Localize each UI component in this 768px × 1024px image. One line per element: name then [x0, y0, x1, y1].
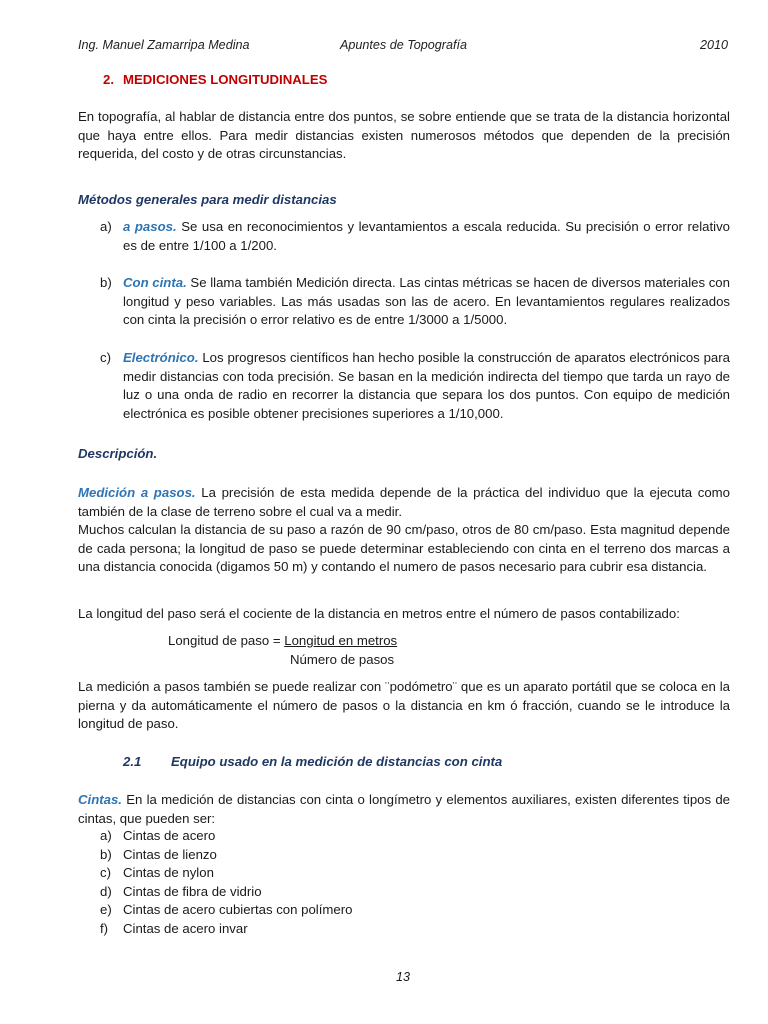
description-paragraph-1: Medición a pasos. La precisión de esta medida depende de la práctica del individuo que la ejecuta como también de la clase de terreno sobre el cual va a medir. [78, 485, 730, 519]
subsection-title: Equipo usado en la medición de distancias con cinta [171, 754, 503, 769]
description-term: Medición a pasos. [78, 485, 196, 500]
list-label: b) [100, 275, 112, 290]
tapes-paragraph: Cintas. En la medición de distancias con cinta o longímetro y elementos auxiliares, existen diferentes tipos de cintas, que pueden ser: [78, 792, 730, 826]
page-number: 13 [396, 970, 411, 984]
method-text: Se usa en reconocimientos y levantamientos a escala reducida. Su precisión o error relativo es de entre 1/100 a 1/200. [123, 219, 730, 253]
description-paragraph-2: Muchos calculan la distancia de su paso a razón de 90 cm/paso, otros de 80 cm/paso. Esta magnitud depende de cada persona; la longitud de paso se puede determinar estableciendo con cinta en el terreno dos marcas a una distancia conocida (digamos 50 m) y contando el numero de pasos necesario para cubrir esa distancia. [78, 522, 730, 575]
formula [168, 632, 397, 651]
method-term: a pasos. [123, 219, 177, 234]
formula-denominator: Número de pasos [290, 652, 395, 667]
formula-numerator: Longitud en metros [284, 633, 398, 648]
list-item: f) Cintas de acero invar [100, 920, 248, 936]
section-title: MEDICIONES LONGITUDINALES [123, 72, 328, 87]
methods-heading: Métodos generales para medir distancias [78, 192, 337, 207]
section-number: 2. [103, 72, 114, 87]
method-text: Se llama también Medición directa. Las cintas métricas se hacen de diversos materiales con longitud y peso variables. Las más usadas son las de acero. En levantamientos regulares realizados con cinta la precisión o error relativo es de entre 1/3000 a 1/5000. [123, 275, 730, 328]
formula-lhs: Longitud de paso = [168, 633, 285, 648]
method-text: Los progresos científicos han hecho posible la construcción de aparatos electrónicos para medir distancias con toda precisión. Se basan en la medición indirecta del tiempo que tarda un rayo de luz o una onda de radio en recorrer la distancia que separa los dos puntos. Con equipo de medición electrónica es posible obtener precisiones superiores a 1/10,000. [123, 350, 730, 421]
tapes-list [100, 827, 700, 939]
list-item: c) Cintas de nylon [100, 865, 214, 881]
subsection-number: 2.1 [123, 754, 142, 769]
list-item: d) Cintas de fibra de vidrio [100, 883, 262, 899]
method-item-c [100, 349, 730, 423]
method-term: Electrónico. [123, 350, 199, 365]
method-item-b [100, 274, 730, 330]
header-author: Ing. Manuel Zamarripa Medina [78, 38, 250, 52]
method-item-a [100, 218, 730, 255]
tapes-term: Cintas. [78, 792, 122, 807]
list-item: e) Cintas de acero cubiertas con polímero [100, 902, 353, 918]
list-item: b) Cintas de lienzo [100, 846, 217, 862]
description-paragraph-3: La longitud del paso será el cociente de la distancia en metros entre el número de pasos contabilizado: [78, 606, 680, 621]
description-paragraph-4: La medición a pasos también se puede realizar con ¨podómetro¨ que es un aparato portátil que se coloca en la pierna y da automáticamente el número de pasos o la distancia en km ó fracción, cuando se le introduce la longitud de paso. [78, 679, 730, 732]
method-term: Con cinta. [123, 275, 187, 290]
list-label: c) [100, 350, 111, 365]
header-title: Apuntes de Topografía [340, 38, 467, 52]
list-label: a) [100, 219, 112, 234]
description-heading: Descripción. [78, 446, 158, 461]
list-item: a) Cintas de acero [100, 828, 216, 843]
header-year: 2010 [700, 38, 729, 52]
intro-paragraph: En topografía, al hablar de distancia entre dos puntos, se sobre entiende que se trata de la distancia horizontal que haya entre ellos. Para medir distancias existen numerosos métodos que dependen de la precisión requerida, del costo y de otras circunstancias. [78, 109, 730, 162]
